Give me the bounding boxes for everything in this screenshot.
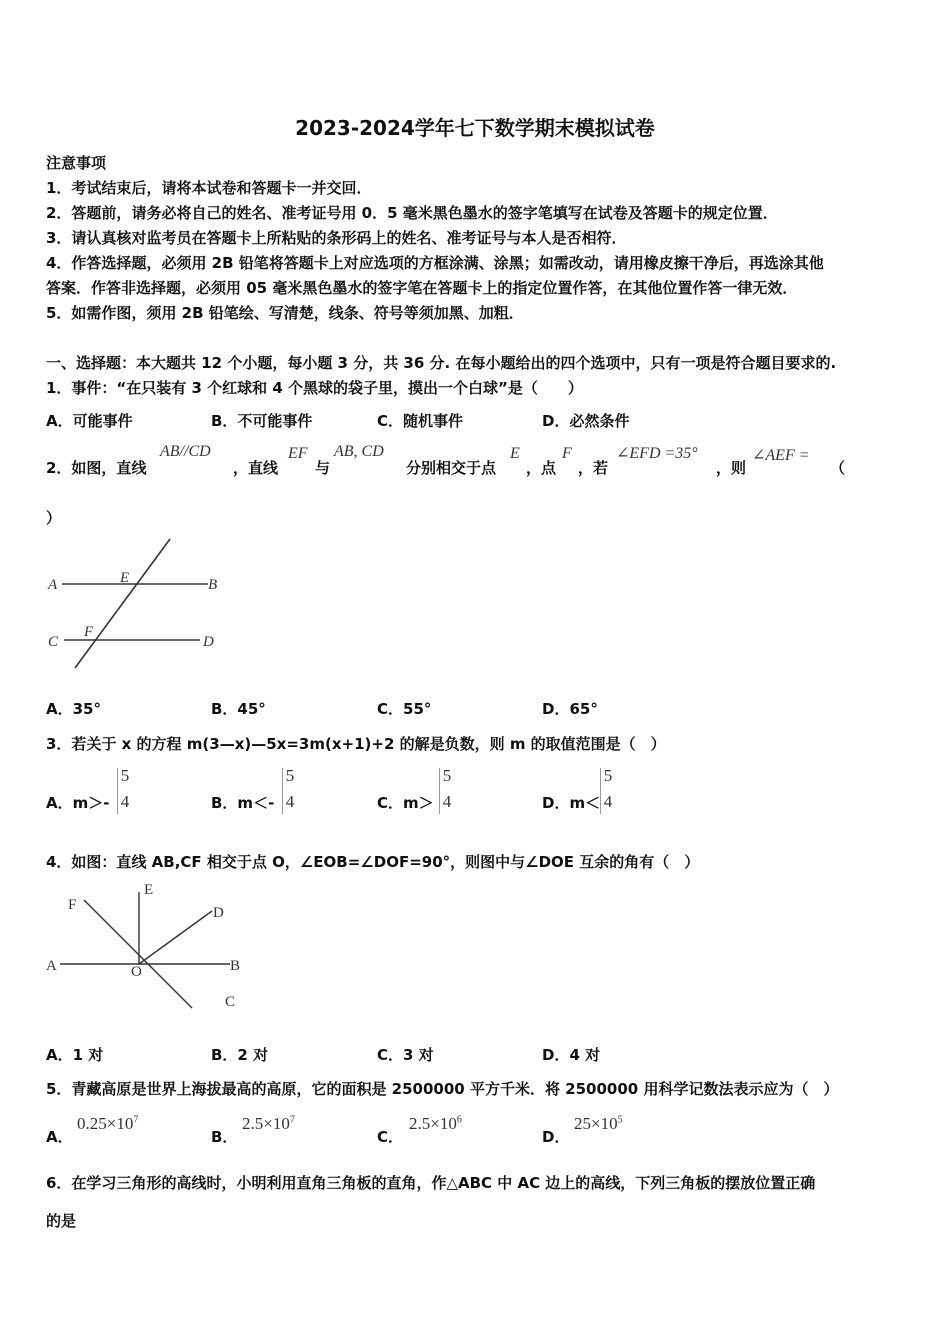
ray-od [139, 911, 212, 964]
section-heading: 一、选择题：本大题共 12 个小题，每小题 3 分，共 36 分. 在每小题给出的四个选项中，只有一项是符合题目要求的. [46, 354, 837, 372]
q3-stem: 3．若关于 x 的方程 m(3—x)—5x=3m(x+1)+2 的解是负数，则 m 的取值范围是（ ） [46, 735, 666, 753]
q2-math: E [510, 445, 520, 462]
q3-frac-num: 5 [285, 766, 295, 785]
q2-text: 分别相交于点 [406, 459, 497, 477]
q3-frac-den: 4 [603, 792, 613, 811]
q5-math: $2.5\times 10^7$ [242, 1114, 295, 1133]
notice-item: 3．请认真核对监考员在答题卡上所粘贴的条形码上的姓名、准考证号与本人是否相符． [46, 229, 627, 247]
q2-text: ） [46, 509, 62, 527]
label-a: A [48, 577, 58, 593]
q2-figure [40, 530, 240, 675]
label-c: C [225, 994, 236, 1010]
q4-option-c: C．3 对 [377, 1046, 434, 1064]
q1-option-b: B．不可能事件 [211, 412, 313, 430]
q2-text: ，直线 [233, 459, 279, 477]
q2-text: （ [830, 459, 846, 477]
q2-text: 与 [315, 459, 331, 477]
q3-frac-den: 4 [442, 792, 452, 811]
q2-math: AB, CD [334, 443, 384, 460]
notice-item: 4．作答选择题，必须用 2B 铅笔将答题卡上对应选项的方框涂满、涂黑；如需改动，请用橡皮擦干净后，再选涂其他 [46, 254, 824, 272]
label-a: A [46, 958, 57, 974]
q2-option-b: B．45° [211, 700, 266, 718]
q5-option-b: B． [211, 1128, 238, 1146]
q4-option-b: B．2 对 [211, 1046, 269, 1064]
label-o: O [131, 964, 142, 980]
line-fc [84, 900, 192, 1008]
q5-stem: 5．青藏高原是世界上海拔最高的高原，它的面积是 2500000 平方千米．将 2500000 用科学记数法表示应为（ ） [46, 1080, 839, 1098]
q3-frac-den: 4 [285, 792, 295, 811]
q1-stem: 1．事件：“在只装有 3 个红球和 4 个黑球的袋子里，摸出一个白球”是（ ） [46, 379, 583, 397]
q6-stem: 6．在学习三角形的高线时，小明利用直角三角板的直角，作△ABC 中 AC 边上的高线，下列三角板的摆放位置正确 [46, 1174, 816, 1192]
q3-frac-den: 4 [120, 792, 130, 811]
label-d: D [203, 634, 214, 650]
page-title: 2023-2024学年七下数学期末模拟试卷 [295, 116, 655, 140]
q2-math: EF [288, 445, 308, 462]
q5-option-d: D． [542, 1128, 570, 1146]
q3-frac-num: 5 [603, 766, 613, 785]
q2-option-a: A．35° [46, 700, 101, 718]
q6-stem-cont: 的是 [46, 1212, 77, 1230]
q2-text: ，点 [526, 459, 557, 477]
q1-option-d: D．必然条件 [542, 412, 630, 430]
label-b: B [230, 958, 241, 974]
q2-math: F [562, 445, 572, 462]
q4-stem: 4．如图：直线 AB,CF 相交于点 O，∠EOB=∠DOF=90°，则图中与∠DOE 互余的角有（ ） [46, 853, 700, 871]
label-e: E [120, 570, 130, 586]
q3-frac-num: 5 [442, 766, 452, 785]
q5-math: $2.5\times 10^6$ [409, 1114, 462, 1133]
q3-frac-num: 5 [120, 766, 130, 785]
q2-option-d: D．65° [542, 700, 598, 718]
q3-option-d: D．m＜ [542, 794, 601, 812]
q1-option-c: C．随机事件 [377, 412, 464, 430]
q2-math: AB//CD [160, 443, 211, 460]
notice-item: 2．答题前，请务必将自己的姓名、准考证号用 0．5 毫米黑色墨水的签字笔填写在试卷及答题卡的规定位置． [46, 204, 778, 222]
notice-item: 1．考试结束后，请将本试卷和答题卡一并交回． [46, 179, 372, 197]
q5-math: $0.25\times 10^7$ [77, 1114, 139, 1133]
q2-text: ，则 [716, 459, 747, 477]
label-f: F [84, 624, 94, 640]
label-c: C [48, 634, 59, 650]
q4-option-a: A．1 对 [46, 1046, 104, 1064]
label-b: B [208, 577, 218, 593]
notice-heading: 注意事项 [46, 154, 107, 172]
q2-math: ∠EFD =35° [616, 445, 698, 462]
q5-option-c: C． [377, 1128, 404, 1146]
line-ef [75, 539, 170, 668]
label-e: E [144, 882, 154, 898]
notice-item: 答案．作答非选择题，必须用 05 毫米黑色墨水的签字笔在答题卡上的指定位置作答，在其他位置作答一律无效． [46, 279, 798, 297]
q4-figure [40, 878, 260, 1018]
q5-math: $25\times 10^5$ [574, 1114, 623, 1133]
label-d: D [213, 905, 224, 921]
q2-option-c: C．55° [377, 700, 432, 718]
q2-math: ∠AEF = [752, 447, 810, 464]
label-f: F [68, 897, 77, 913]
q3-option-c: C．m＞ [377, 794, 434, 812]
q3-option-b: B．m＜- [211, 794, 275, 812]
q3-option-a: A．m＞- [46, 794, 110, 812]
q1-option-a: A．可能事件 [46, 412, 133, 430]
q2-text: 2．如图，直线 [46, 459, 147, 477]
q4-option-d: D．4 对 [542, 1046, 601, 1064]
q2-text: ，若 [578, 459, 609, 477]
notice-item: 5．如需作图，须用 2B 铅笔绘、写清楚，线条、符号等须加黑、加粗． [46, 304, 524, 322]
q5-option-a: A． [46, 1128, 73, 1146]
